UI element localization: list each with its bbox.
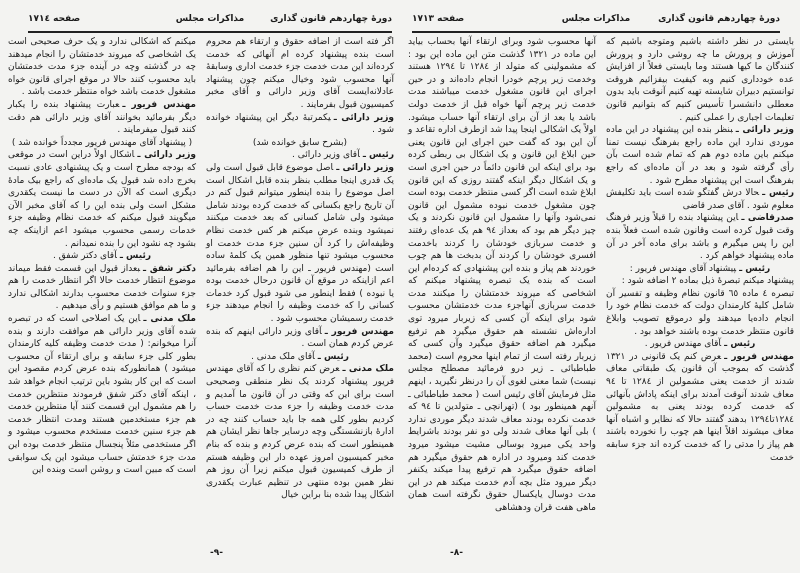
paragraph: [606, 275, 794, 288]
speaker-name: رئیس ـ: [317, 351, 349, 362]
speaker-name: مهندس فریور ـ: [122, 99, 196, 110]
paragraph: [8, 250, 196, 263]
paragraph-text: آقای ملک مدنی .: [251, 351, 315, 362]
paragraph-text: آقای وزیر دارائی .: [292, 150, 360, 161]
speaker-name: وزیر دارائی ـ: [333, 112, 394, 123]
paragraph-text: تبصره ٤ ماده ٦٥ قانون نظام وظیفه و تفسیر آن شامل کلیهٔ کارمندان دولت که خدمت نظام خود را انجام داده‌یا میدهند ولو درموقع تصویب وابلاغ قانون منتظر خدمت بوده باشند خواهد بود .: [606, 288, 794, 337]
paragraph-text: یکمرتبهٔ دیگر این پیشنهاد خوانده شود .: [206, 112, 394, 136]
paragraph: [606, 338, 794, 351]
page-number: صفحه ۱۷۱٤: [28, 14, 81, 24]
paragraph: [8, 36, 196, 99]
text-column: [8, 36, 196, 502]
paragraph-text: آقای وزیر دارائی اینهم که بنده عرض کردم همان است .: [206, 326, 394, 350]
paragraph-text: عرض کنم یک قانونی در ۱۳۲۱ گذشت که بموجب آن قانون یک طبقاتی معاف شدند از خدمت یعنی مشمولین از ۱۲۸٤ تا ۹٤ معاف شدند آنوقت آمدند برای اینکه پاداش بآنهائی که خدمت کرده بودند یعنی به مشمولین ۱۲۸٤تا۱۲۹٤ بدهند گفتند حالا که نظایر و اشباه آنها معاف میشوند اقلاً اینها هم چوب را نخورده باشند هم پیاز را مدتی را که خدمت کرده اند جزء سابقه خدمت: [606, 351, 795, 463]
speaker-name: رئیس ـ: [739, 263, 771, 274]
running-title: مذاکرات مجلس: [175, 14, 245, 24]
legislative-period: دورهٔ چهاردهم قانون گذاری: [658, 14, 780, 24]
paragraph: [206, 363, 394, 502]
paragraph: [606, 124, 794, 187]
text-column: [408, 36, 596, 515]
speaker-name: دکتر شفق ـ: [143, 263, 196, 274]
paragraph-text: اصل موضوع قابل قبول است ولی یک قدری اینجا مطلب بنظر بنده قابل اشکال است اصل موضوع را بنده اینطور میتوانم قبول کنم در آن تاریخ راجع بکسانی که خدمت کرده بودند شامل میشود ولی شامل کسانی که بعد خدمت میکنند نمیشود وبنده عرض میکنم هر کس خدمت نظام وظیفه‌اش را کرد آن سنین جزء مدت خدمت او محسوب میشود تنها منظور همین یک کلمهٔ ساده است (مهندس فریور ـ این را هم اضافه بفرمائید اعم ازاینکه در موقع آن قانون درحال خدمت بوده یا نبوده ) فقط اینطور می شود قبول کرد خدمات کسانی را که خدمت وظیفه را انجام میدهند جزء خدمت رسمیشان محسوب شود .: [206, 162, 394, 325]
paragraph: [606, 288, 794, 338]
paragraph-text: بنظر بنده این پیشنهاد در این ماده موردی ندارد این ماده راجع بفرهنگ نیست تمنا میکنم باین ماده دوم هم که تمام شده است بآن رأی گرفته شود و بعد در آن ماده‌ای که راجع بفرهنگ است این پیشنهاد مطرح شود .: [606, 125, 794, 186]
paragraph-text: آقای مهندس فریور .: [644, 339, 722, 350]
paragraph-text: آقای دکتر شفق .: [52, 251, 117, 262]
paragraph: [206, 36, 394, 112]
paragraph: [606, 263, 794, 276]
paragraph-text: اشکال اولاً دراین است در موقعی که بودجه مطرح است و یک پیشنهادی عادی نسبت بخرج داده شد قبول یک ماده‌ای که راجع بیک مادهٔ دیگری است که الآن در دست ما نیست یکقدری مشکل است ولی بنده این را که آقای مخبر الآن میگویند قبول میکنم که خدمت نظام وظیفه جزء خدمات رسمی محسوب میشود اعم ازاینکه چه بشود چه نشود این را بنده نمیدانم .: [8, 150, 196, 249]
speaker-name: صدرقاضی ـ: [741, 213, 794, 224]
speaker-name: وزیر دارائی ـ: [137, 150, 196, 161]
speaker-name: وزیر دارائی ـ: [735, 125, 794, 136]
header-rule: [412, 31, 780, 33]
speaker-name: وزیر دارائی ـ: [336, 162, 394, 173]
paragraph-text: این پیشنهاد بنده را قبلاً وزیر فرهنگ وقت قبول کرده است وقانون شده است فعلاً بنده این را پس میگیرم و باشد برای ماده آخر در آن ماده پیشنهاد خواهم کرد .: [606, 213, 794, 262]
text-columns: [8, 36, 394, 502]
paragraph-text: اگر فته است از اضافه حقوق و ارتقاء هم محروم است بنده پیشنهاد کرده ام آنهائی که خدمت کرده‌اند این مدت خدمت جزء خدمت اداری وسابقهٔ آنها محسوب شود وخیال میکنم چون پیشنهاد عادلانه‌ایست آقای وزیر دارائی و آقای مخبر کمیسیون قبول بفرمایند .: [206, 37, 394, 110]
page-1713: [400, 0, 800, 573]
paragraph: [408, 36, 596, 515]
speaker-name: مهندس فریور ـ: [724, 351, 794, 362]
header-rule: [28, 31, 392, 33]
paragraph: [606, 351, 794, 464]
paragraph: [206, 137, 394, 150]
speaker-name: ملک مدنی ـ: [143, 314, 197, 325]
paragraph: [206, 162, 394, 326]
paragraph: [606, 36, 794, 124]
paragraph-text: بعداز قبول این قسمت فقط میماند موضوع انتظار خدمت حالا اگر انتظار خدمت را هم جزء سنوات خدمت محسوب بدارند اشکالی ندارد و ما هم موافق هستیم و رأی میدهیم .: [8, 263, 196, 312]
speaker-name: رئیس ـ: [762, 188, 794, 199]
speaker-name: ملک مدنی ـ: [342, 364, 394, 375]
paragraph: [606, 212, 794, 262]
paragraph-text: عبارت پیشنهاد بنده را یکبار دیگر بفرمائید بخوانند آقای وزیر دارائی هم دقت کنند قبول میفرمایند .: [8, 99, 196, 136]
page-header: [28, 14, 392, 30]
paragraph: [206, 326, 394, 351]
paragraph: [606, 187, 794, 212]
paragraph-text: بایستی در نظر داشته باشیم ومتوجه باشیم که آموزش و پرورش ما چه روشی دارد و پرورش کنندگان ما کیها هستند وما بایستی فعلاً از افزایش عده خودداری کنیم وبه کیفیت بیفزائیم هروقت توانستیم دبیران شایسته تهیه کنیم آنوقت باید بدون معطلی دانشسرا تأسیس کنیم که بتوانیم قانون تعلیمات اجباری را عملی کنیم .: [606, 37, 794, 123]
page-number: صفحه ۱۷۱۳: [412, 14, 465, 24]
paragraph-text: عرض کنم نظری را که آقای مهندس فریور پیشنهاد کردند یک نظر منطقی وصحیحی است برای این که وقتی در آن قانون ما آمدیم و مدت خدمت وظیفه را جزء مدت خدمت حساب کردیم بطور کلی همه جا باید حساب کنند چه در ادارهٔ بازنشستگی وچه درسایر جاها نظر ایشان هم همینطور است که بنده عرض کردم و بنده که بنام مخبر کمیسیون امروز عهده دار این وظیفه هستم از طرف کمیسیون قبول میکنم زیرا آن روز هم نظر همین بوده منتهی در تنظیم عبارت یکقدری اشکال پیدا شده بنا براین خیال: [206, 364, 394, 501]
text-columns: [408, 36, 794, 515]
paragraph: [206, 149, 394, 162]
paragraph-text: میکنم که اشکالی ندارد و یک حرف صحیحی است یک اشخاصی که میروند خدمتشان را انجام میدهند چه در گذشته وچه در آینده جزء مدت خدمتشان باید محسوب کنند حالا در موقع اجرای قانون خواه مشغول خدمت باشد خواه منتظر خدمت باشد .: [8, 37, 196, 98]
paragraph: [206, 112, 394, 137]
paragraph: [206, 351, 394, 364]
paragraph-text: (بشرح سابق خوانده شد): [252, 137, 348, 148]
running-title: مذاکرات مجلس: [561, 14, 631, 24]
paragraph-text: پیشنهاد میکنم تبصرهٔ ذیل بماده ۲ اضافه شود :: [621, 276, 794, 287]
paragraph: [8, 99, 196, 137]
paragraph-text: ( پیشنهاد آقای مهندس فریور مجدداً خوانده شد ): [11, 137, 193, 148]
page-footer-mark: -۹-: [210, 548, 223, 558]
text-column: [206, 36, 394, 502]
page-header: [412, 14, 780, 30]
paragraph-text: این یک اصلاحی است که در تبصره شده آقای وزیر دارائی هم موافقت دارند و بنده آنرا میخوانم: ( مدت خدمت وظیفه کلیه کارمندان بطور کلی جزء سابقه و برای ارتقاء آن محسوب میشود ) همانطورکه بنده عرض کردم مقصود این است که این کار بشود باین ترتیب انجام خواهد شد ، اینکه آقای دکتر شفق فرمودند منتظرین خدمت را هم مشمول این قسمت کنند آیا منتظرین خدمت هم جزء مستخدمین هستند ومدت انتظار خدمت هم جزء سنین خدمت مستخدم محسوب میشود و اگر مستخدمی مثلاً پنجسال منتظر خدمت بوده این مدت جزء خدمتش حساب میشود این یک سوابقی است که مبین است و روشن است وبنده این: [8, 314, 196, 476]
paragraph-text: آنها محسوب شود وبرای ارتقاء آنها بحساب بیاید این ماده در ۱۳۲۱ گذشت متن این ماده این بود : که مشمولینی که متولد از ۱۲۸٤ تا ۱۲۹٤ هستند وخدمت زیر پرچم خودرا انجام داده‌اند و در حین اجرای این قانون مشغول خدمت میباشند مدت خدمت زیر پرچم آنها خواه قبل از خدمت دولت باشد یا بعد از آن برای ارتقاء آنها حساب میشود. اولاً یک اشکالی اینجا پیدا شد ازطرف اداره تقاعد و آن این بود که گفت حین اجرای این قانون یعنی حین ابلاغ این قانون و یک اشکال بی ربطی کرده بود برای اینکه این قانون دائماً در حین اجری است و یک اشکال دیگر اینکه گفتند روزی که این قانون ابلاغ شده است اگر کسی منتظر خدمت بوده است چون مشغول خدمت نبوده مشمول این قانون نمی‌شود وآنها را مشمول این قانون نکردند و یک چیز دیگر هم بود که بعداز ۹٤ هم یک عده‌ای رفتند و خدمت سربازی خودشان را کردند باخدمت افسری خودشان را کردند آن بدبخت ها هم چوب خوردند هم پیاز و بنده این پیشنهادی که کرده‌ام این است که بنده یک تبصره پیشنهاد میکنم که اشخاصی که میروند خدمتشان را میکنند مدت خدمت سربازی آنهاجزء مدت خدمتشان محسوب شود برای اینکه آن کسی که زیربار میرود توی اداره‌اش نشسته هم حقوق میگیرد هم ترفیع میگیرد هم اضافه حقوق میگیرد وآن کسی که زیربار رفته است از تمام اینها محروم است (محمد طباطبائی ـ زیر درو فرمائید مصطلح مجلس نیست) شما معنی لغوی آن را درنظر نگیرید ، اینهم مثل فرمایش آقای رئیس است ( محمد طباطبائی ـ آنهم همینطور بود ) (تهرانچی ـ متولدین تا ۹٤ که خدمت نکرده بودند معاف شدند دیگر موردی ندارد ) بلی آنها معاف شدند ولی دو نفر بودند باشرایط واحد یکی میرود بوسالی مشیت میشود میرود خدمت کند ومیرود در اداره هم حقوق میگیرد هم اضافه حقوق میگیرد هم ترفیع پیدا میکند یکنفر دیگر میرود مثل بچه آدم خدمت میکند هم در این مدت دوسال یایکسال حقوق نگرفته است همان ماهی هفت قران ودهشاهی: [408, 37, 597, 513]
paragraph-text: حالا درش گفتگو شده است باید تکلیفش معلوم شود . آقای صدر قاضی: [606, 188, 794, 211]
legislative-period: دورهٔ چهاردهم قانون گذاری: [270, 14, 392, 24]
page-footer-mark: -۸-: [450, 548, 463, 558]
speaker-name: رئیس ـ: [724, 339, 756, 350]
paragraph-text: پیشنهاد آقای مهندس فریور :: [629, 263, 737, 274]
speaker-name: رئیس ـ: [119, 251, 152, 262]
text-column: [606, 36, 794, 515]
speaker-name: رئیس ـ: [362, 150, 394, 161]
paragraph: [8, 263, 196, 313]
paragraph: [8, 137, 196, 150]
paragraph: [8, 313, 196, 477]
paragraph: [8, 149, 196, 250]
speaker-name: مهندس فریور ـ: [324, 326, 394, 337]
